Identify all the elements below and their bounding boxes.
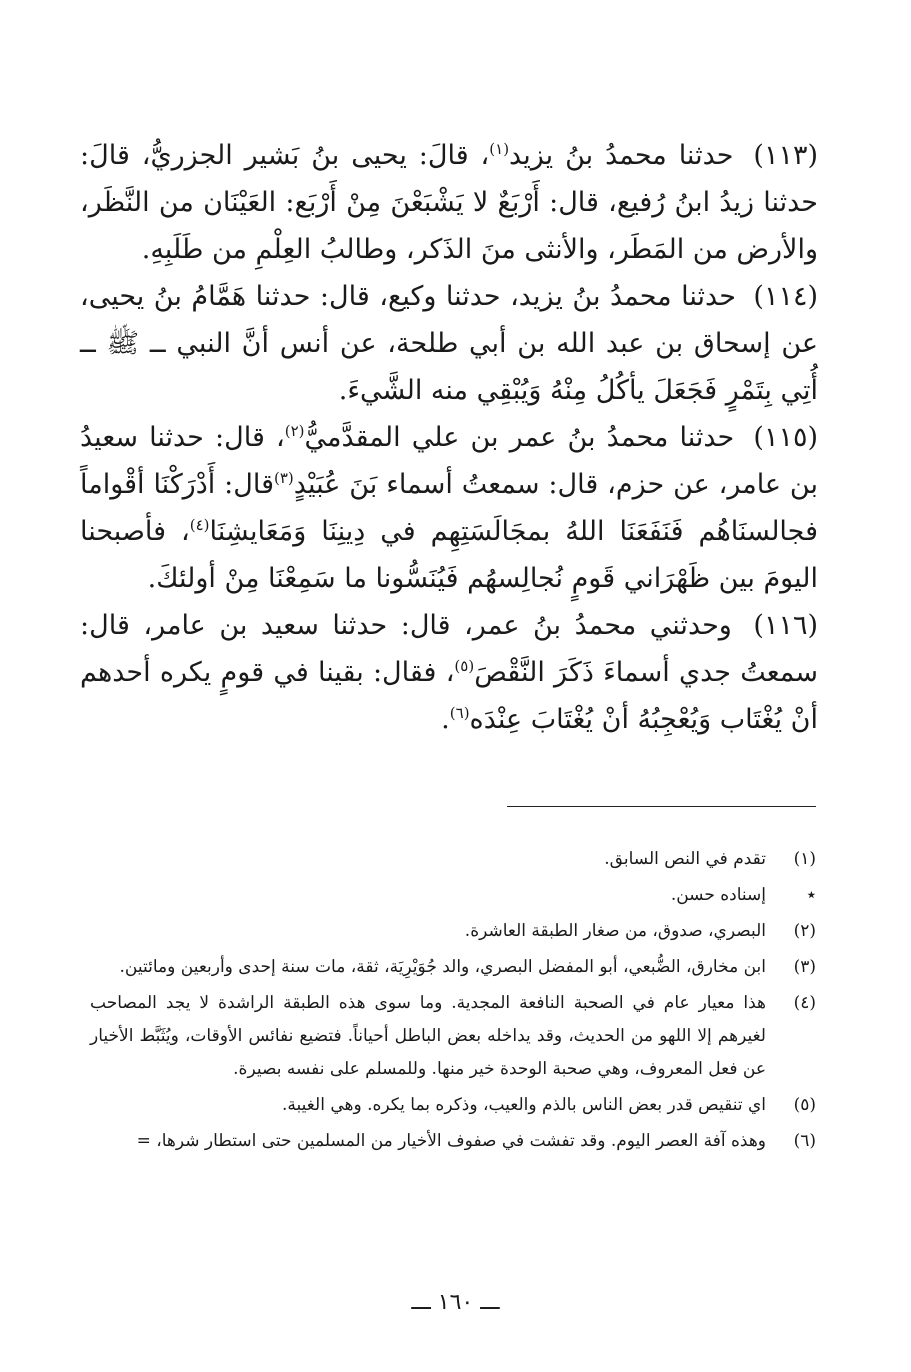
footnote-4 xyxy=(90,987,816,1086)
footnote-divider xyxy=(507,806,816,807)
footnote-number: (٢) xyxy=(793,921,816,941)
footnote-1 xyxy=(90,843,816,876)
footnote-ref[interactable]: (٦) xyxy=(449,704,470,722)
footnote-2 xyxy=(90,915,816,948)
footnote-number: (٣) xyxy=(793,957,816,977)
entry-number: (١١٦) xyxy=(753,610,818,641)
footnote-3 xyxy=(90,951,816,984)
footnote-number: ٭ xyxy=(806,885,816,905)
footnote-text: البصري، صدوق، من صغار الطبقة العاشرة. xyxy=(464,921,766,941)
hadith-entry-116 xyxy=(80,602,818,743)
entry-text: ، قالَ: يحيى بنُ بَشير الجزريُّ، قالَ: حدثنا زيدُ ابنُ رُفيع، قال: أَرْبَعٌ لا يَشْبَعْنَ مِنْ أَرْبَع: العَيْنَان من النَّظَر، والأرض من المَطَر، والأنثى منَ الذَكر، وطالبُ العِلْمِ من طَلَبِهِ. xyxy=(80,140,818,265)
footnote-ref[interactable]: (٤) xyxy=(189,516,210,534)
footnotes xyxy=(90,843,816,1161)
entry-text: قال: أَدْرَكْنَا أقْواماً فجالسنَاهُم فَنَفَعَنَا اللهُ بمجَالَسَتِهِم في دِينِنَا وَمَعَايشِنَا xyxy=(80,469,818,547)
footnote-text: اي تنقيص قدر بعض الناس بالذم والعيب، وذكره بما يكره. وهي الغيبة. xyxy=(282,1095,766,1115)
footnote-number: (٤) xyxy=(793,993,816,1013)
entry-text: ، قال: حدثنا سعيدُ بن عامر، عن حزم، قال: سمعتُ أسماء بَنَ عُبَيْدٍ xyxy=(80,422,818,500)
hadith-entry-115 xyxy=(80,414,818,602)
footnote-text: وهذه آفة العصر اليوم. وقد تفشت في صفوف الأخيار من المسلمين حتى استطار شرها، = xyxy=(136,1131,766,1151)
hadith-entry-113 xyxy=(80,132,818,273)
footnote-text: تقدم في النص السابق. xyxy=(604,849,766,869)
hadith-entries xyxy=(80,132,818,743)
entry-text: ، فقال: بقينا في قومٍ يكره أحدهم أنْ يُغْتَاب وَيُعْجِبُهُ أنْ يُغْتَابَ عِنْدَه xyxy=(80,657,818,735)
entry-number: (١١٥) xyxy=(753,422,818,453)
footnote-5 xyxy=(90,1089,816,1122)
entry-text: ، فأصبحنا اليومَ بين ظَهْرَاني قَومٍ نُجالِسهُم فَيُنَسُّونا ما سَمِعْنَا مِنْ أولئكَ. xyxy=(80,516,818,594)
footnote-ref[interactable]: (٢) xyxy=(284,422,305,440)
footnote-number: (٦) xyxy=(793,1131,816,1151)
footnote-ref[interactable]: (٣) xyxy=(273,469,294,487)
footnote-text: إسناده حسن. xyxy=(670,885,766,905)
footnote-star xyxy=(90,879,816,912)
footnote-text: ابن مخارق، الضُّبعي، أبو المفضل البصري، والد جُوَيْرِيَة، ثقة، مات سنة إحدى وأربعين ومائتين. xyxy=(119,957,766,977)
hadith-entry-114 xyxy=(80,273,818,414)
footnote-ref[interactable]: (١) xyxy=(489,140,510,158)
footnote-ref[interactable]: (٥) xyxy=(454,657,475,675)
entry-text: حدثنا محمدُ بنُ يزيد xyxy=(509,140,734,171)
page-number: ـــ ١٦٠ ـــ xyxy=(411,1290,500,1315)
entry-number: (١١٤) xyxy=(753,281,818,312)
footnote-6 xyxy=(90,1125,816,1158)
entry-number: (١١٣) xyxy=(753,140,818,171)
entry-text: حدثنا محمدُ بنُ عمر بن علي المقدَّميُّ xyxy=(304,422,735,453)
footnote-number: (١) xyxy=(793,849,816,869)
footnote-text: هذا معيار عام في الصحبة النافعة المجدية. وما سوى هذه الطبقة الراشدة لا يجد المصاحب لغيرهم إلا اللهو من الحديث، وقد يداخله بعض الباطل أحياناً. فتضيع نفائس الأوقات، ويُثَبَّط الأخيار عن فعل المعروف، وهي صحبة الوحدة خير منها. وللمسلم على نفسه بصيرة. xyxy=(90,993,766,1079)
entry-text: حدثنا محمدُ بنُ يزيد، حدثنا وكيع، قال: حدثنا هَمَّامُ بنُ يحيى، عن إسحاق بن عبد الله بن أبي طلحة، عن أنس أنَّ النبي ــ ﷺ ــ أُتِي بِتَمْرٍ فَجَعَلَ يأكُلُ مِنْهُ وَيُبْقِي منه الشَّيءَ. xyxy=(80,281,818,406)
entry-text: . xyxy=(441,704,450,735)
entry-text: وحدثني محمدُ بنُ عمر، قال: حدثنا سعيد بن عامر، قال: سمعتُ جدي أسماءَ ذَكَرَ النَّقْصَ xyxy=(80,610,818,688)
footnote-number: (٥) xyxy=(793,1095,816,1115)
